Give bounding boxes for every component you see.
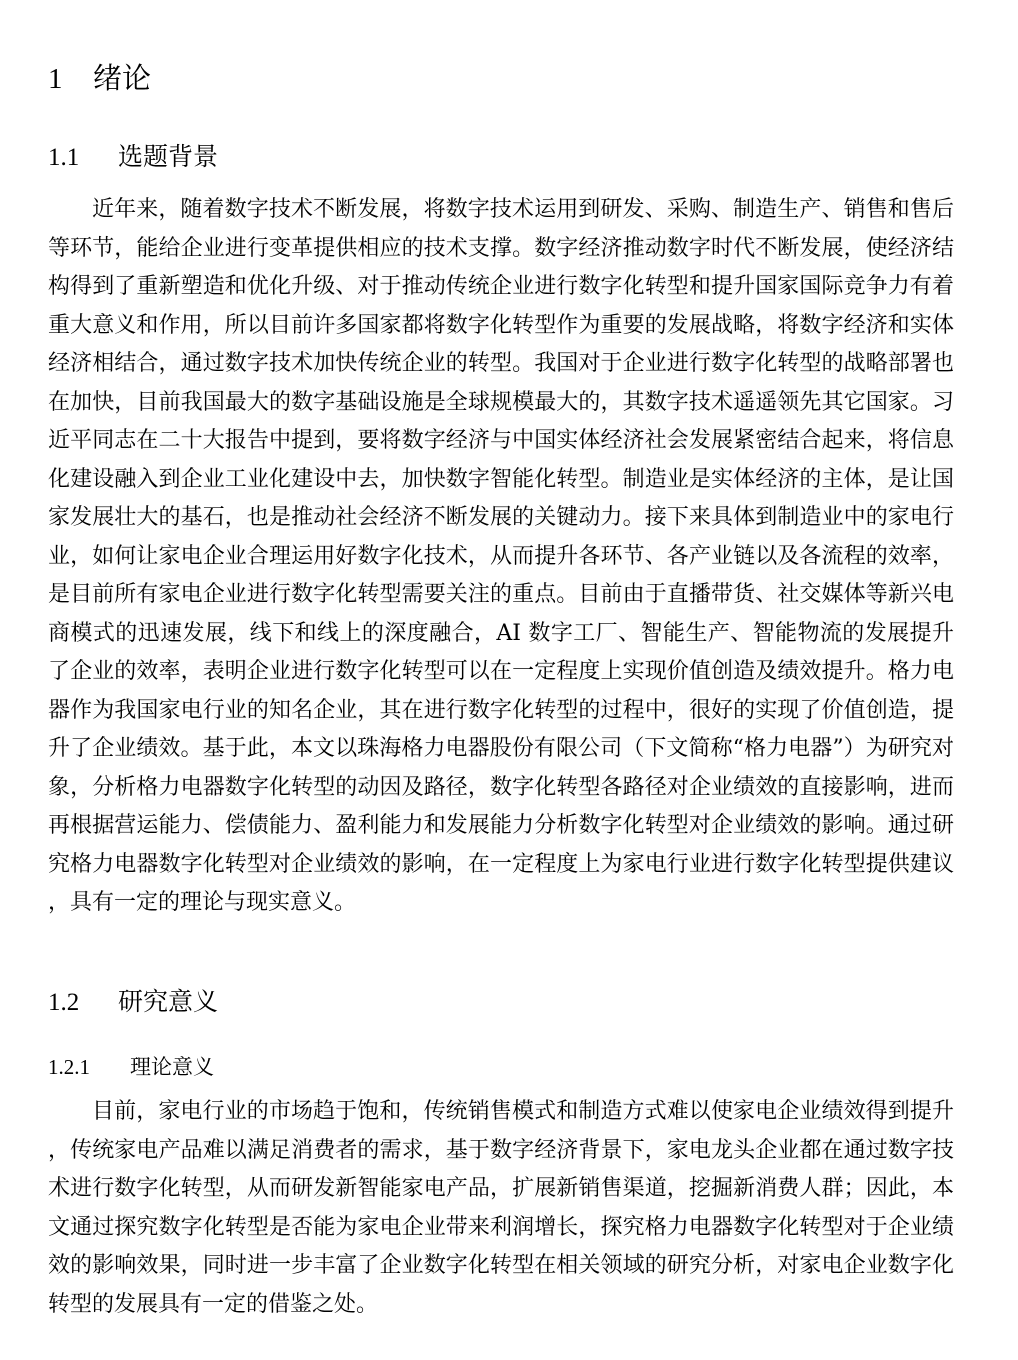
section-number: 1.1 bbox=[48, 144, 80, 171]
section-title: 研究意义 bbox=[118, 987, 219, 1016]
chapter-heading bbox=[48, 58, 151, 99]
theoretical-paragraph: 目前，家电行业的市场趋于饱和，传统销售模式和制造方式难以使家电企业绩效得到提升，传统家电产品难以满足消费者的需求，基于数字经济背景下，家电龙头企业都在通过数字技术进行数字化转型，从而研发新智能家电产品，扩展新销售渠道，挖掘新消费人群；因此，本文通过探究数字化转型是否能为家电企业带来利润增长，探究格力电器数字化转型对于企业绩效的影响效果，同时进一步丰富了企业数字化转型在相关领域的研究分析，对家电企业数字化转型的发展具有一定的借鉴之处。 bbox=[48, 1099, 954, 1317]
subsection-title: 理论意义 bbox=[130, 1055, 214, 1079]
section-heading-background bbox=[48, 139, 218, 176]
section-heading-significance bbox=[48, 984, 218, 1021]
chapter-number: 1 bbox=[48, 63, 63, 95]
section-title: 选题背景 bbox=[118, 142, 219, 171]
section-number: 1.2 bbox=[48, 989, 80, 1016]
chapter-title: 绪论 bbox=[93, 61, 152, 95]
subsection-heading-theoretical bbox=[48, 1052, 214, 1082]
background-paragraph: 近年来，随着数字技术不断发展，将数字技术运用到研发、采购、制造生产、销售和售后等环节，能给企业进行变革提供相应的技术支撑。数字经济推动数字时代不断发展，使经济结构得到了重新塑造和优化升级、对于推动传统企业进行数字化转型和提升国家国际竞争力有着重大意义和作用，所以目前许多国家都将数字化转型作为重要的发展战略，将数字经济和实体经济相结合，通过数字技术加快传统企业的转型。我国对于企业进行数字化转型的战略部署也在加快，目前我国最大的数字基础设施是全球规模最大的，其数字技术遥遥领先其它国家。习近平同志在二十大报告中提到，要将数字经济与中国实体经济社会发展紧密结合起来，将信息化建设融入到企业工业化建设中去，加快数字智能化转型。制造业是实体经济的主体，是让国家发展壮大的基石，也是推动社会经济不断发展的关键动力。接下来具体到制造业中的家电行业，如何让家电企业合理运用好数字化技术，从而提升各环节、各产业链以及各流程的效率，是目前所有家电企业进行数字化转型需要关注的重点。目前由于直播带货、社交媒体等新兴电商模式的迅速发展，线下和线上的深度融合，AI 数字工厂、智能生产、智能物流的发展提升了企业的效率，表明企业进行数字化转型可以在一定程度上实现价值创造及绩效提升。格力电器作为我国家电行业的知名企业，其在进行数字化转型的过程中，很好的实现了价值创造，提升了企业绩效。基于此，本文以珠海格力电器股份有限公司（下文简称“格力电器”）为研究对象，分析格力电器数字化转型的动因及路径，数字化转型各路径对企业绩效的直接影响，进而再根据营运能力、偿债能力、盈利能力和发展能力分析数字化转型对企业绩效的影响。通过研究格力电器数字化转型对企业绩效的影响，在一定程度上为家电行业进行数字化转型提供建议，具有一定的理论与现实意义。 bbox=[48, 197, 954, 915]
subsection-number: 1.2.1 bbox=[48, 1055, 90, 1079]
